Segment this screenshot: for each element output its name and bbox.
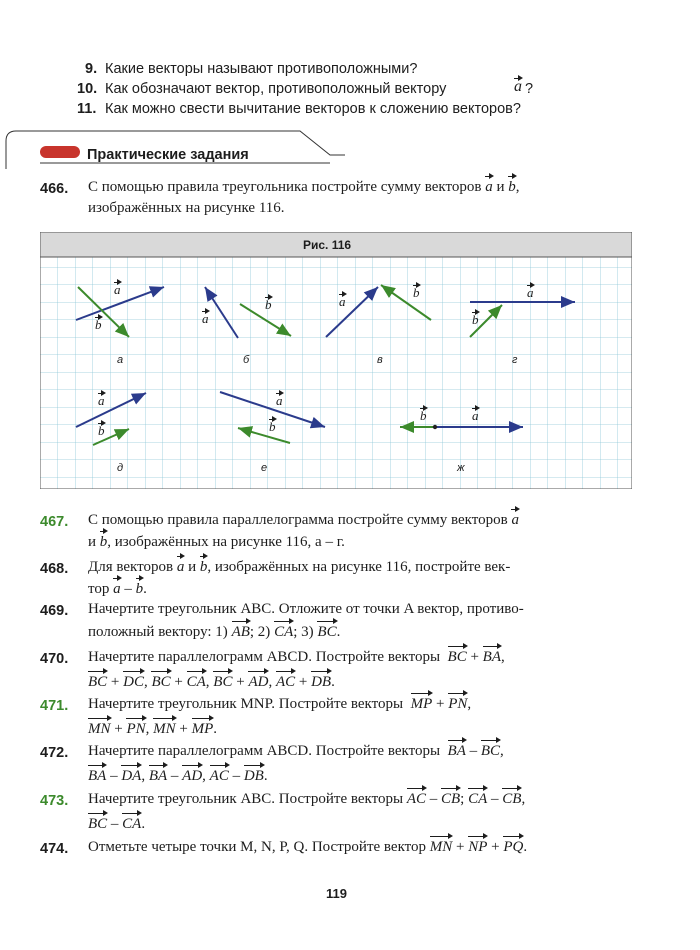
- problem-text-line2: изображённых на рисунке 116.: [88, 200, 285, 216]
- label-b: b: [265, 297, 272, 312]
- problem-number: 466.: [40, 181, 69, 197]
- label-a: a: [527, 285, 534, 300]
- label-b: b: [98, 423, 105, 438]
- label-b: b: [95, 317, 102, 332]
- question-number: 9.: [85, 61, 98, 77]
- problem-text-line1: С помощью правила треугольника постройте сумму векторов a и b,: [88, 176, 519, 198]
- problem-text-line1: Начертите треугольник ABC. Отложите от точки A вектор, противо-: [88, 601, 524, 617]
- problem-text-line2: BC – CA.: [88, 813, 145, 835]
- label-b: b: [269, 419, 276, 434]
- figure-grid: [40, 232, 632, 489]
- question-text: Как можно свести вычитание векторов к сложению векторов?: [105, 101, 521, 117]
- panel-label: д: [117, 462, 124, 474]
- problem-number: 474.: [40, 841, 69, 857]
- question-end: ?: [525, 81, 534, 97]
- problem-text-line2: положный вектору: 1) AB; 2) CA; 3) BC.: [88, 621, 340, 643]
- label-a: a: [276, 393, 283, 408]
- problem-number: 473.: [40, 793, 69, 809]
- label-b: b: [420, 408, 427, 423]
- question-number: 11.: [77, 101, 97, 117]
- label-a: a: [114, 282, 121, 297]
- label-a: a: [472, 408, 479, 423]
- figure-title: Рис. 116: [303, 238, 352, 252]
- problem-text-line1: Для векторов a и b, изображённых на рисунке 116, постройте век-: [88, 556, 510, 578]
- problem-number: 467.: [40, 514, 69, 530]
- section-title: Практические задания: [87, 147, 249, 163]
- problem-text-line2: и b, изображённых на рисунке 116, а – г.: [88, 531, 345, 553]
- question-text: Как обозначают вектор, противоположный вектору: [105, 81, 447, 97]
- panel-label: г: [512, 354, 518, 366]
- label-b: b: [413, 285, 420, 300]
- problem-number: 468.: [40, 561, 69, 577]
- label-a: a: [339, 294, 346, 309]
- problem-number: 472.: [40, 745, 69, 761]
- problem-text-line1: Начертите треугольник ABC. Постройте векторы AC – CB; CA – CB,: [88, 788, 525, 810]
- problem-text-line2: BA – DA, BA – AD, AC – DB.: [88, 765, 268, 787]
- problem-number: 471.: [40, 698, 69, 714]
- vector-a: a: [514, 78, 522, 95]
- label-b: b: [472, 312, 479, 327]
- label-a: a: [98, 393, 105, 408]
- panel-label: в: [377, 354, 383, 366]
- label-a: a: [202, 311, 209, 326]
- problem-text-line1: Начертите треугольник MNP. Постройте векторы MP + PN,: [88, 693, 471, 715]
- question-number: 10.: [77, 81, 98, 97]
- problem-text-line2: тор a – b.: [88, 578, 147, 600]
- panel-label: а: [117, 354, 124, 366]
- page-number: 119: [326, 886, 347, 901]
- panel-label: б: [243, 354, 250, 366]
- panel-label: ж: [457, 462, 465, 474]
- problem-number: 470.: [40, 651, 69, 667]
- problem-text-line1: Начертите параллелограмм ABCD. Постройте векторы BC + BA,: [88, 646, 505, 668]
- figure-116: [40, 232, 632, 489]
- problem-number: 469.: [40, 603, 69, 619]
- problem-text-line2: MN + PN, MN + MP.: [88, 718, 217, 740]
- question-text: Какие векторы называют противоположными?: [105, 61, 418, 77]
- common-point: [433, 425, 437, 429]
- problem-text-line1: С помощью правила параллелограмма постройте сумму векторов a: [88, 509, 519, 531]
- panel-label: е: [261, 462, 268, 474]
- problem-text-line1: Отметьте четыре точки M, N, P, Q. Постройте вектор MN + NP + PQ.: [88, 836, 527, 858]
- problem-text-line1: Начертите параллелограмм ABCD. Постройте векторы BA – BC,: [88, 740, 504, 762]
- problem-text-line2: BC + DC, BC + CA, BC + AD, AC + DB.: [88, 671, 335, 693]
